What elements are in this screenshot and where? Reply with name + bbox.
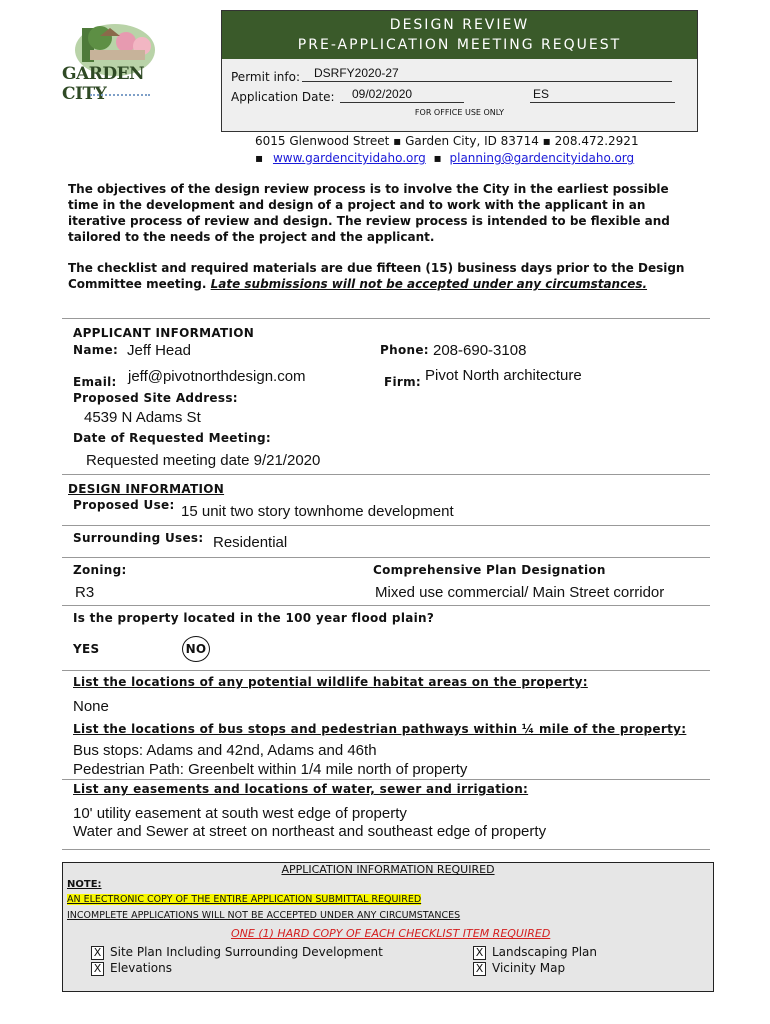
date-label: Application Date: [231,90,335,104]
checklist-item[interactable] [473,961,565,976]
meeting-date-field[interactable]: Requested meeting date 9/21/2020 [86,452,321,469]
bus-stops-question: List the locations of bus stops and pedestrian pathways within ¼ mile of the property: [73,722,687,736]
title-line-1: DESIGN REVIEW [389,17,530,33]
design-section-title: DESIGN INFORMATION [68,482,225,496]
bus-stops-field-2[interactable]: Pedestrian Path: Greenbelt within 1/4 mile north of property [73,761,468,778]
checklist-item[interactable] [473,945,597,960]
divider [62,670,710,671]
divider [62,605,710,606]
contact-links [255,151,634,165]
bullet: ▪ [433,151,442,165]
date-value[interactable]: 09/02/2020 [352,87,413,101]
zoning-label: Zoning: [73,563,127,577]
checklist-label: Vicinity Map [492,961,566,975]
email-label: Email: [73,375,117,389]
hard-copy-note: ONE (1) HARD COPY OF EACH CHECKLIST ITEM REQUIRED [231,927,551,940]
name-field[interactable]: Jeff Head [127,342,191,359]
incomplete-note: INCOMPLETE APPLICATIONS WILL NOT BE ACCEPTED UNDER ANY CIRCUMSTANCES [67,910,461,921]
checkbox[interactable]: X [91,946,104,960]
easements-field-2[interactable]: Water and Sewer at street on northeast and southeast edge of property [73,823,547,840]
note-label: NOTE: [67,879,102,890]
wildlife-question: List the locations of any potential wildlife habitat areas on the property: [73,675,588,689]
checklist-label: Landscaping Plan [492,945,597,959]
phone-label: Phone: [380,343,429,357]
checklist-text: The checklist and required materials are due fifteen (15) business days prior to the Design Committee meeting. [68,261,685,291]
required-title: APPLICATION INFORMATION REQUIRED [281,863,495,876]
late-submission-text: Late submissions will not be accepted under any circumstances. [210,277,648,291]
initials-value[interactable]: ES [533,87,550,101]
comp-plan-label: Comprehensive Plan Designation [373,563,606,577]
email-field[interactable]: jeff@pivotnorthdesign.com [128,368,306,385]
header-title [222,11,697,59]
permit-line [302,81,672,82]
electronic-copy-note: AN ELECTRONIC COPY OF THE ENTIRE APPLICATION SUBMITTAL REQUIRED [67,894,422,905]
required-box [62,862,714,992]
easements-field-1[interactable]: 10' utility easement at south west edge of property [73,805,407,822]
checklist-paragraph [68,260,688,292]
office-use-label: FOR OFFICE USE ONLY [414,108,505,117]
permit-label: Permit info: [231,70,301,84]
website-link[interactable]: www.gardencityidaho.org [272,151,426,165]
checklist-label: Site Plan Including Surrounding Development [110,945,383,959]
firm-label: Firm: [384,375,422,389]
proposed-use-field[interactable]: 15 unit two story townhome development [181,503,454,520]
site-address-label: Proposed Site Address: [73,391,238,405]
meeting-date-label: Date of Requested Meeting: [73,431,271,445]
initials-line [530,102,675,103]
proposed-use-label: Proposed Use: [73,498,175,512]
title-line-2: PRE-APPLICATION MEETING REQUEST [297,37,622,53]
checklist-item[interactable] [91,945,383,960]
zoning-field[interactable]: R3 [75,584,95,601]
flood-plain-question: Is the property located in the 100 year flood plain? [73,611,435,625]
checkbox[interactable]: X [473,946,486,960]
checklist-label: Elevations [110,961,172,975]
logo-text: GARDEN CITY [62,64,145,104]
site-address-field[interactable]: 4539 N Adams St [84,409,201,426]
divider [62,474,710,475]
checkbox[interactable]: X [91,962,104,976]
bullet: ▪ [255,151,264,165]
divider [62,849,710,850]
divider [62,525,710,526]
city-address: 6015 Glenwood Street ▪ Garden City, ID 83714 ▪ 208.472.2921 [255,134,639,148]
surrounding-uses-field[interactable]: Residential [213,534,288,551]
name-label: Name: [73,343,119,357]
flood-no-option[interactable]: NO [182,636,210,662]
logo-water [90,86,150,96]
email-link[interactable]: planning@gardencityidaho.org [449,151,635,165]
divider [62,557,710,558]
date-line [340,102,464,103]
divider [62,779,710,780]
comp-plan-field[interactable]: Mixed use commercial/ Main Street corridor [375,584,665,601]
divider [62,318,710,319]
permit-value[interactable]: DSRFY2020-27 [314,66,399,80]
bus-stops-field-1[interactable]: Bus stops: Adams and 42nd, Adams and 46th [73,742,377,759]
phone-field[interactable]: 208-690-3108 [433,342,527,359]
wildlife-field[interactable]: None [73,698,109,715]
easements-question: List any easements and locations of water, sewer and irrigation: [73,782,529,796]
checkbox[interactable]: X [473,962,486,976]
checklist-item[interactable] [91,961,172,976]
firm-field[interactable]: Pivot North architecture [425,367,582,384]
objectives-paragraph: The objectives of the design review process is to involve the City in the earliest possible time in the development and design of a project and to work with the applicant in an iterative process of review and design. The review process is intended to be flexible and tailored to the needs of the project and the applicant. [68,182,670,244]
applicant-section-title: APPLICANT INFORMATION [73,326,255,340]
flood-yes-option[interactable]: YES [73,642,100,656]
header-box [221,10,698,132]
garden-city-logo [60,20,178,104]
surrounding-uses-label: Surrounding Uses: [73,531,204,545]
